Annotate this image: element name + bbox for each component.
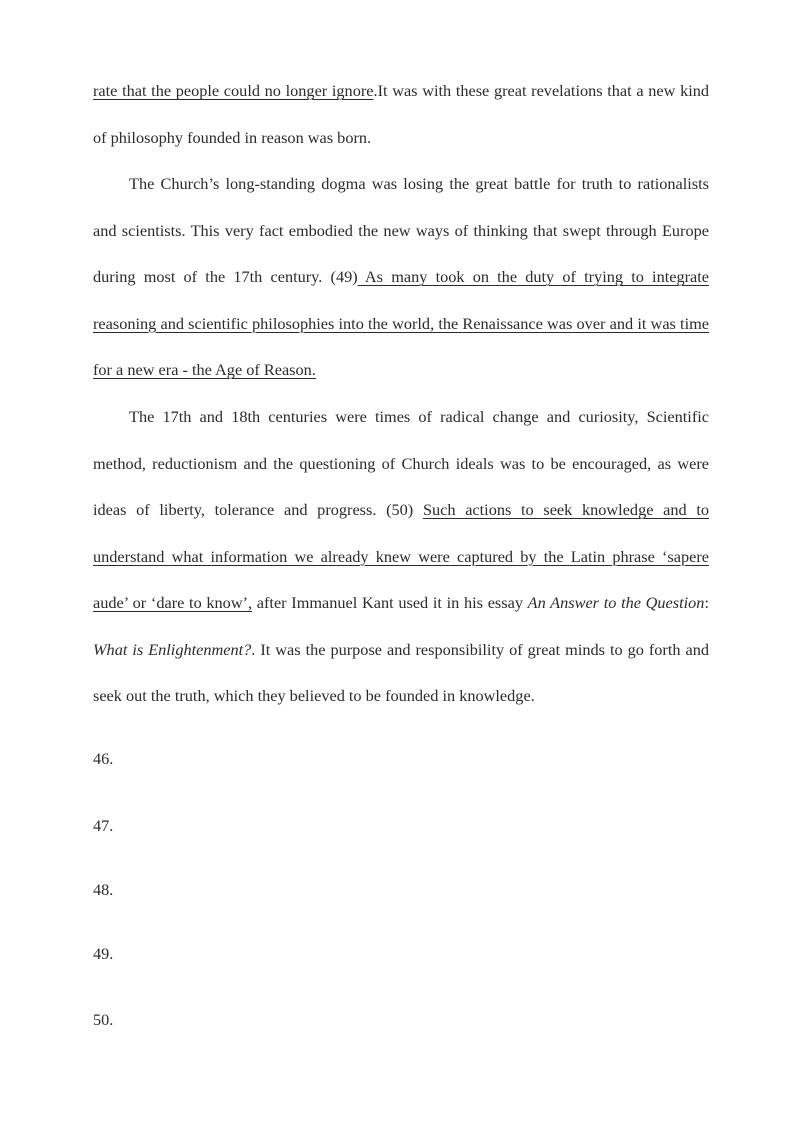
answer-line-46: 46. [93, 749, 114, 768]
answer-line-48: 48. [93, 880, 114, 899]
underlined-sentence: rate that the people could no longer ignore [93, 81, 374, 100]
paragraph-text: The Church’s long-standing dogma was losing the great battle for truth to rationalists and scientists. This very fact embodied the new ways of thinking that swept through Europe during most of the 17th century. (49) [93, 174, 709, 286]
answer-line-49: 49. [93, 944, 114, 963]
essay-subtitle: What is Enlightenment? [93, 639, 252, 659]
essay-title: An Answer to the Question [527, 593, 705, 612]
answer-line-47: 47. [93, 816, 114, 835]
paragraph-text: . It was the purpose and responsibility of great minds to go forth and seek out the truth, which they believed to be founded in knowledge. [93, 639, 710, 705]
colon: : [704, 593, 709, 612]
paragraph-3 [93, 394, 709, 720]
underlined-sentence-49: As many took on the duty of trying to integrate reasoning and scientific philosophies into the world, the Renaissance was over and it was time for a new era - the Age of Reason. [93, 267, 709, 379]
paragraph-text: .It was with these great revelations that a new kind of philosophy founded in reason was born. [93, 81, 710, 147]
paragraph-1 [93, 68, 709, 161]
answer-line-50: 50. [93, 1010, 114, 1029]
underlined-sentence-50: Such actions to seek knowledge and to understand what information we already knew were captured by the Latin phrase ‘sapere aude’ or ‘dare to know’, [93, 500, 709, 612]
paragraph-text: after Immanuel Kant used it in his essay [252, 593, 528, 612]
paragraph-2 [93, 161, 709, 394]
paragraph-text: The 17th and 18th centuries were times of radical change and curiosity, Scientific method, reductionism and the questioning of Church ideals was to be encouraged, as were ideas of liberty, tolerance and progress. (50) [93, 407, 709, 519]
